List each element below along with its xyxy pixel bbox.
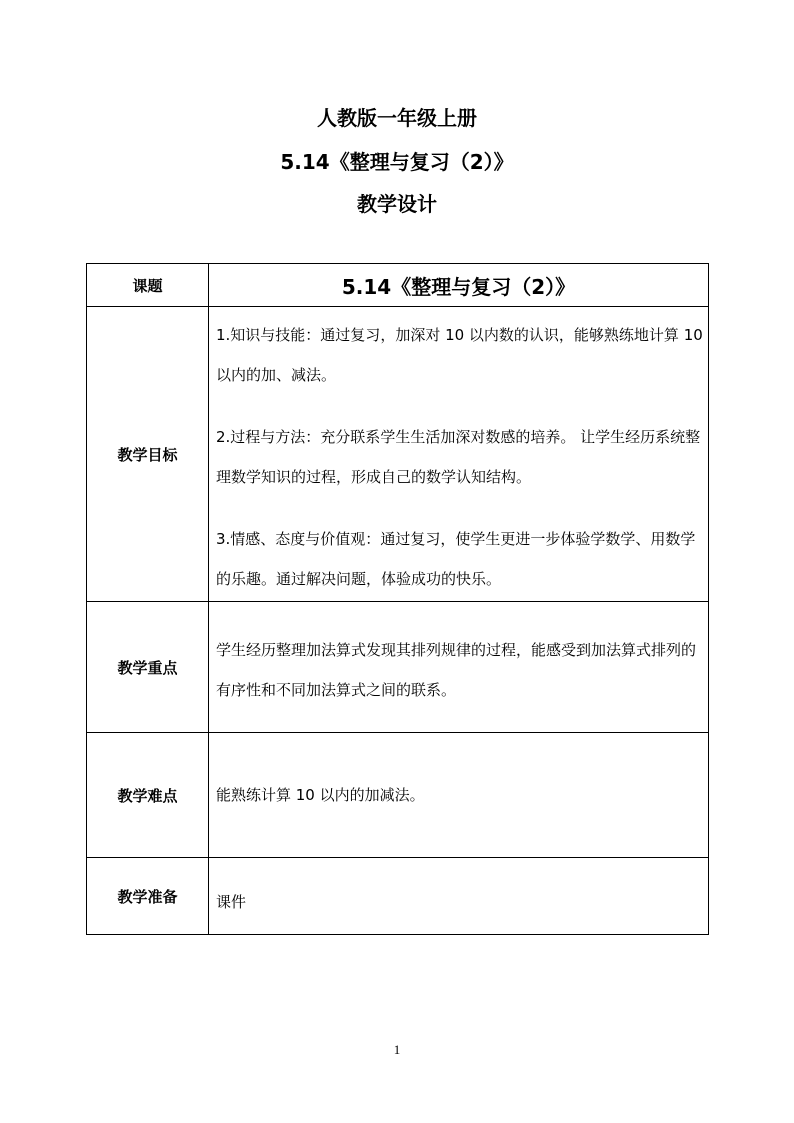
table-row-preparation (87, 858, 709, 935)
objective-item: 2.过程与方法：充分联系学生生活加深对数感的培养。 让学生经历系统整理数学知识的过程，形成自己的数学认知结构。 (216, 428, 701, 486)
table-row-key-points (87, 602, 709, 733)
label-key-points: 教学重点 (87, 602, 209, 733)
lesson-plan-table (86, 263, 709, 935)
difficulty-content (209, 733, 709, 858)
difficulty-text: 能熟练计算 10 以内的加减法。 (216, 786, 425, 804)
page-number: 1 (393, 1042, 401, 1057)
preparation-content (209, 858, 709, 935)
preparation-text: 课件 (216, 893, 247, 911)
table-row-difficulty (87, 733, 709, 858)
document-title-type: 教学设计 (357, 192, 437, 216)
objectives-content (209, 307, 709, 602)
objective-item: 1.知识与技能：通过复习，加深对 10 以内数的认识，能够熟练地计算 10 以内的加、减法。 (216, 326, 703, 384)
label-objectives: 教学目标 (87, 307, 209, 602)
label-difficulty: 教学难点 (87, 733, 209, 858)
document-title-lesson: 5.14《整理与复习（2）》 (280, 150, 514, 174)
table-row-objectives (87, 307, 709, 602)
table-row-title (87, 264, 709, 307)
label-preparation: 教学准备 (87, 858, 209, 935)
label-course: 课题 (87, 264, 209, 307)
document-title-grade: 人教版一年级上册 (317, 106, 477, 130)
key-points-content (209, 602, 709, 733)
objective-item: 3.情感、态度与价值观：通过复习，使学生更进一步体验学数学、用数学的乐趣。通过解决问题，体验成功的快乐。 (216, 530, 696, 588)
key-points-text: 学生经历整理加法算式发现其排列规律的过程，能感受到加法算式排列的有序性和不同加法算式之间的联系。 (216, 641, 697, 699)
course-title: 5.14《整理与复习（2）》 (209, 264, 709, 307)
